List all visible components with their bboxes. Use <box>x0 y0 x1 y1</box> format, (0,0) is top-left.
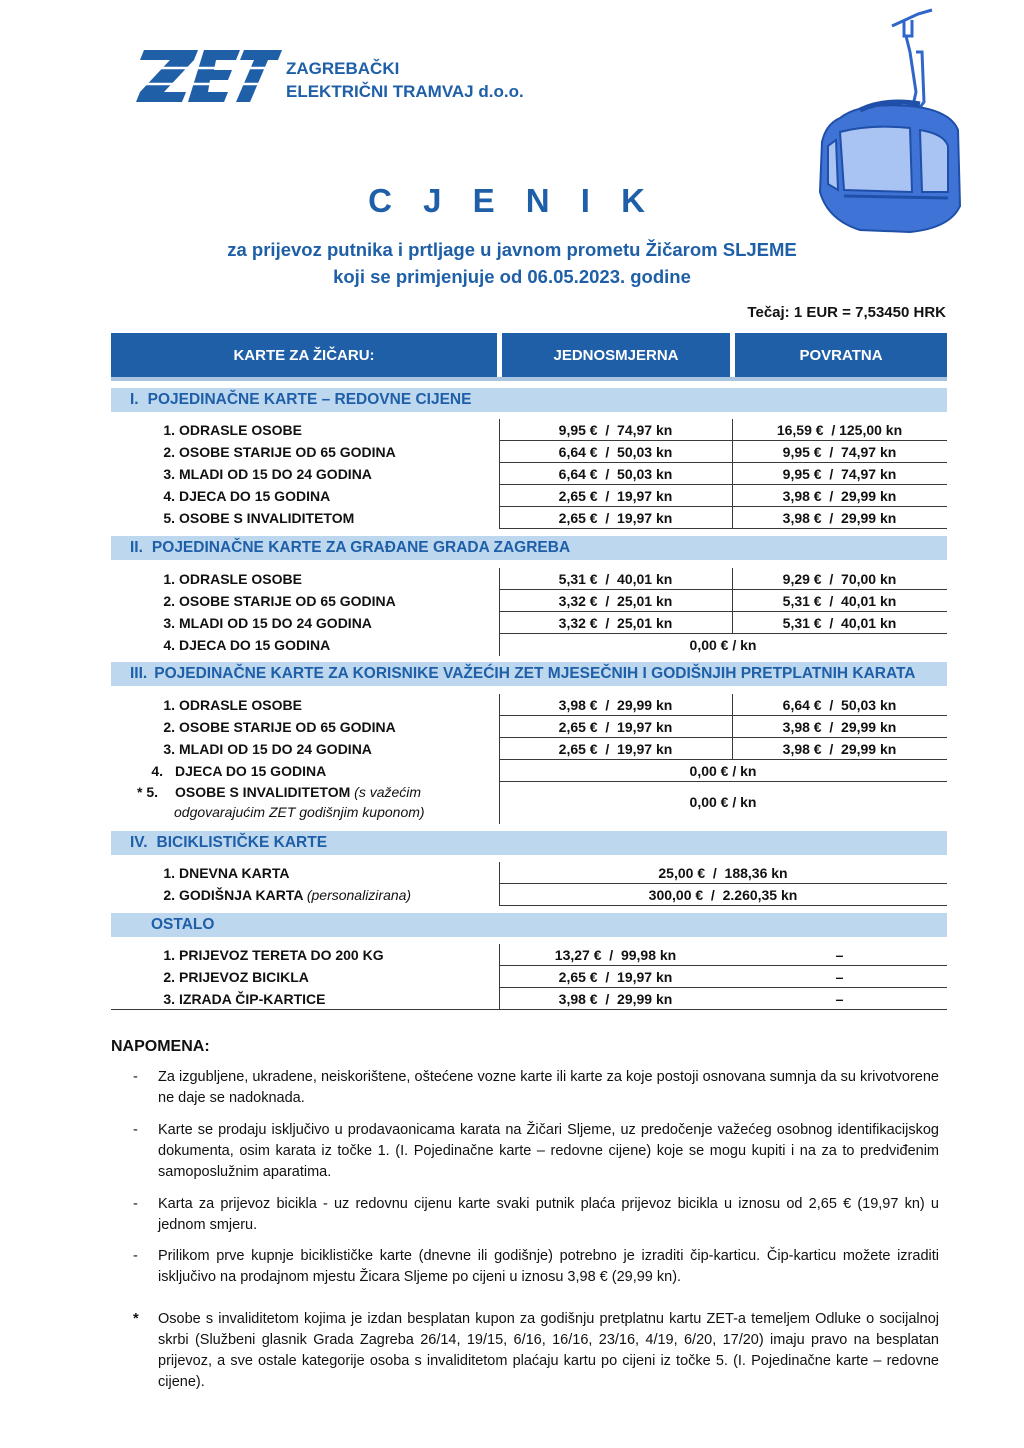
price-return: 3,98 € / 29,99 kn <box>782 488 897 504</box>
row-number: 2. <box>163 593 175 609</box>
price-one-way: 2,65 € / 19,97 kn <box>558 969 673 985</box>
price-return: – <box>835 947 844 963</box>
note-bullet: - <box>133 1196 138 1212</box>
price-return: 9,29 € / 70,00 kn <box>782 571 897 587</box>
row-number: 1. <box>163 571 175 587</box>
row-number: 2. <box>163 969 175 985</box>
price-combined: 0,00 € / kn <box>689 637 757 653</box>
header-shadow <box>111 377 947 381</box>
page-subtitle <box>0 236 1024 290</box>
row-number: 3. <box>163 466 175 482</box>
row-label-text: GODIŠNJA KARTA <box>179 887 303 903</box>
table-row <box>111 694 947 716</box>
section-2-heading <box>111 536 947 560</box>
section-2-roman: II. <box>130 539 143 556</box>
note-item: Za izgubljene, ukradene, neiskorištene, oštećene vozne karte ili karte za koje postoji osnovana sumnja da su krivotvorene ne daje se nadoknada. <box>158 1069 939 1106</box>
row-number: 1. <box>163 947 175 963</box>
row-number: 1. <box>163 697 175 713</box>
row-label: IZRADA ČIP-KARTICE <box>179 991 326 1007</box>
row-label: DNEVNA KARTA <box>179 865 290 881</box>
zet-logo-icon <box>136 48 284 104</box>
price-one-way: 6,64 € / 50,03 kn <box>558 466 673 482</box>
price-return: 6,64 € / 50,03 kn <box>782 697 897 713</box>
price-one-way: 5,31 € / 40,01 kn <box>558 571 673 587</box>
note-item: Karte se prodaju isključivo u prodavaonicama karata na Žičari Sljeme, uz predočenje važećeg osobnog identifikacijskog dokumenta, osim karata iz točke 1. (I. Pojedinačne karte – redovne cijene) koje se mogu kupiti i na za to predviđenim samoposlužnim aparatima. <box>158 1122 939 1180</box>
row-label: MLADI OD 15 DO 24 GODINA <box>179 741 372 757</box>
row-label: OSOBE STARIJE OD 65 GODINA <box>179 719 396 735</box>
note-bullet: - <box>133 1069 138 1085</box>
row-label: MLADI OD 15 DO 24 GODINA <box>179 466 372 482</box>
price-one-way: 2,65 € / 19,97 kn <box>558 488 673 504</box>
table-row <box>111 884 947 906</box>
price-one-way: 3,98 € / 29,99 kn <box>558 697 673 713</box>
section-5-title: OSTALO <box>151 916 215 933</box>
price-one-way: 3,32 € / 25,01 kn <box>558 615 673 631</box>
price-return: 3,98 € / 29,99 kn <box>782 510 897 526</box>
row-label: MLADI OD 15 DO 24 GODINA <box>179 615 372 631</box>
row-number: 3. <box>163 615 175 631</box>
price-return: – <box>835 969 844 985</box>
note-item: Prilikom prve kupnje biciklističke karte (dnevne ili godišnje) potrebno je izraditi čip-karticu. Čip-karticu možete izraditi isključivo na prodajnom mjestu Žicara Sljeme po cijeni u iznosu 3,98 € (29,99 kn). <box>158 1248 939 1285</box>
row-number: * 5. <box>136 784 158 800</box>
table-row <box>111 507 947 529</box>
table-row <box>111 716 947 738</box>
price-return: 5,31 € / 40,01 kn <box>782 615 897 631</box>
note-bullet: - <box>133 1248 138 1264</box>
row-label: PRIJEVOZ TERETA DO 200 KG <box>179 947 384 963</box>
row-label: DJECA DO 15 GODINA <box>175 763 327 779</box>
row-number: 1. <box>163 422 175 438</box>
note-item: Osobe s invaliditetom kojima je izdan besplatan kupon za godišnju pretplatnu kartu ZET-a temeljem Odluke o socijalnoj skrbi (Službeni glasnik Grada Zagreba 26/14, 19/15, 6/16, 16/16, 23/16, 4/19, 6/20, 17/20) imaju pravo na besplatan prijevoz, a sve ostale kategorije osoba s invaliditetom plaćaju kartu po cijeni iz točke 5. (I. Pojedinačne karte – redovne cijene). <box>158 1311 939 1390</box>
section-4-title: BICIKLISTIČKE KARTE <box>156 834 328 851</box>
price-return: – <box>835 991 844 1007</box>
price-return: 3,98 € / 29,99 kn <box>782 719 897 735</box>
table-row <box>111 760 947 782</box>
row-number: 2. <box>163 887 175 903</box>
table-row <box>111 988 947 1010</box>
section-4-roman: IV. <box>130 834 148 851</box>
price-one-way: 13,27 € / 99,98 kn <box>554 947 677 963</box>
row-label-note: (personalizirana) <box>306 887 412 903</box>
row-number: 5. <box>163 510 175 526</box>
price-return: 16,59 € / 125,00 kn <box>776 422 903 438</box>
note-item: Karta za prijevoz bicikla - uz redovnu cijenu karte svaki putnik plaća prijevoz bicikla u iznosu od 2,65 € (19,97 kn) u jednom smjeru. <box>158 1196 939 1233</box>
subtitle-line2: koji se primjenjuje od 06.05.2023. godine <box>333 266 691 287</box>
section-4-heading <box>111 831 947 855</box>
table-row <box>111 782 947 824</box>
row-label: ODRASLE OSOBE <box>179 422 302 438</box>
table-row <box>111 612 947 634</box>
section-3-heading <box>111 662 947 686</box>
note-bullet: - <box>133 1122 138 1138</box>
row-label: OSOBE STARIJE OD 65 GODINA <box>179 593 396 609</box>
table-row <box>111 419 947 441</box>
table-row <box>111 738 947 760</box>
row-number: 4. <box>163 488 175 504</box>
table-row <box>111 441 947 463</box>
price-one-way: 3,32 € / 25,01 kn <box>558 593 673 609</box>
price-combined: 300,00 € / 2.260,35 kn <box>648 887 798 903</box>
table-row <box>111 862 947 884</box>
price-one-way: 2,65 € / 19,97 kn <box>558 719 673 735</box>
row-label: OSOBE S INVALIDITETOM <box>179 510 355 526</box>
price-combined: 0,00 € / kn <box>689 763 757 779</box>
price-one-way: 2,65 € / 19,97 kn <box>558 741 673 757</box>
table-row <box>111 634 947 656</box>
row-label: ODRASLE OSOBE <box>179 697 302 713</box>
table-row <box>111 463 947 485</box>
price-combined: 25,00 € / 188,36 kn <box>658 865 788 881</box>
page-title: C J E N I K <box>368 182 656 219</box>
header-col-return: POVRATNA <box>735 333 947 377</box>
table-row <box>111 590 947 612</box>
price-one-way: 9,95 € / 74,97 kn <box>558 422 673 438</box>
row-label-note-2: odgovarajućim ZET godišnjim kuponom) <box>174 804 425 820</box>
table-row <box>111 568 947 590</box>
price-return: 5,31 € / 40,01 kn <box>782 593 897 609</box>
header-col-one-way: JEDNOSMJERNA <box>502 333 730 377</box>
header-col-tickets: KARTE ZA ŽIČARU: <box>111 333 497 377</box>
price-return: 9,95 € / 74,97 kn <box>782 444 897 460</box>
row-label-note-1: (s važećim <box>354 784 422 800</box>
price-one-way: 6,64 € / 50,03 kn <box>558 444 673 460</box>
row-label: ODRASLE OSOBE <box>179 571 302 587</box>
row-number: 3. <box>163 991 175 1007</box>
table-row <box>111 966 947 988</box>
row-number: 2. <box>163 444 175 460</box>
section-3-title: POJEDINAČNE KARTE ZA KORISNIKE VAŽEĆIH ZET MJESEČNIH I GODIŠNJIH PRETPLATNIH KARATA <box>154 665 916 682</box>
row-number: 3. <box>163 741 175 757</box>
price-one-way: 3,98 € / 29,99 kn <box>558 991 673 1007</box>
row-label: DJECA DO 15 GODINA <box>179 637 331 653</box>
company-line1: ZAGREBAČKI <box>286 59 400 78</box>
exchange-rate: Tečaj: 1 EUR = 7,53450 HRK <box>747 304 946 321</box>
row-label <box>175 782 425 822</box>
table-row <box>111 944 947 966</box>
row-number: 4. <box>163 637 175 653</box>
section-1-heading <box>111 388 947 412</box>
section-3-roman: III. <box>130 665 148 682</box>
section-5-heading <box>111 913 947 937</box>
notes-heading: NAPOMENA: <box>111 1038 210 1055</box>
section-1-roman: I. <box>130 391 139 408</box>
table-row <box>111 485 947 507</box>
company-name <box>286 57 524 103</box>
row-number: 4. <box>151 763 163 779</box>
subtitle-line1: za prijevoz putnika i prtljage u javnom prometu Žičarom SLJEME <box>227 239 797 260</box>
row-label-text: OSOBE S INVALIDITETOM <box>175 784 351 800</box>
price-return: 9,95 € / 74,97 kn <box>782 466 897 482</box>
row-number: 1. <box>163 865 175 881</box>
row-label <box>179 887 411 903</box>
price-one-way: 2,65 € / 19,97 kn <box>558 510 673 526</box>
section-1-title: POJEDINAČNE KARTE – REDOVNE CIJENE <box>147 391 472 408</box>
price-combined: 0,00 € / kn <box>689 794 757 810</box>
row-label: DJECA DO 15 GODINA <box>179 488 331 504</box>
company-line2: ELEKTRIČNI TRAMVAJ d.o.o. <box>286 82 524 101</box>
section-2-title: POJEDINAČNE KARTE ZA GRAĐANE GRADA ZAGREBA <box>151 539 571 556</box>
note-bullet: * <box>133 1311 139 1327</box>
row-label: OSOBE STARIJE OD 65 GODINA <box>179 444 396 460</box>
row-label: PRIJEVOZ BICIKLA <box>179 969 309 985</box>
row-number: 2. <box>163 719 175 735</box>
price-return: 3,98 € / 29,99 kn <box>782 741 897 757</box>
